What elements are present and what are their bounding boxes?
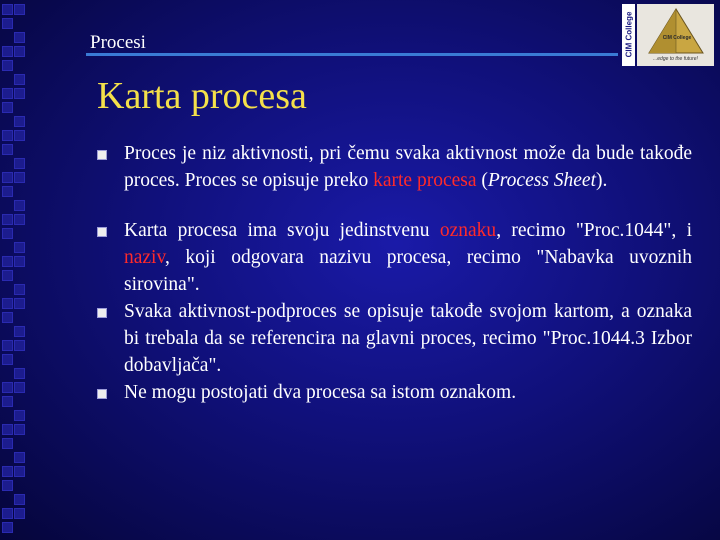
decorative-square <box>2 270 13 281</box>
decorative-square <box>2 88 13 99</box>
decorative-square <box>14 284 25 295</box>
bullet-text: Karta procesa ima svoju jedinstvenu <box>124 220 440 241</box>
highlight-term: karte procesa <box>373 170 477 191</box>
highlight-term: naziv <box>124 247 165 268</box>
logo-side-text: CIM College <box>624 11 634 58</box>
decorative-square <box>2 466 13 477</box>
logo-side-banner <box>622 4 635 66</box>
bullet-square-icon <box>97 308 107 318</box>
bullet-square-icon <box>97 227 107 237</box>
decorative-square <box>2 508 13 519</box>
decorative-square <box>2 46 13 57</box>
section-label: Procesi <box>90 32 146 53</box>
decorative-square <box>2 354 13 365</box>
bullet-list <box>96 140 692 406</box>
bullet-text: ( <box>476 170 488 191</box>
bullet-text: Ne mogu postojati dva procesa sa istom oznakom. <box>124 382 517 403</box>
decorative-square <box>14 130 25 141</box>
decorative-square <box>2 228 13 239</box>
decorative-square <box>14 172 25 183</box>
decorative-square <box>14 116 25 127</box>
decorative-square <box>2 214 13 225</box>
decorative-square-strip <box>0 0 26 540</box>
bullet-text: Proces je niz aktivnosti, pri čemu svaka aktivnost može da bude takođe proces. Proces se opisuje preko <box>124 143 692 191</box>
decorative-square <box>14 88 25 99</box>
decorative-square <box>14 32 25 43</box>
logo-emblem <box>637 4 714 66</box>
decorative-square <box>2 522 13 533</box>
decorative-square <box>14 340 25 351</box>
decorative-square <box>2 144 13 155</box>
highlight-term: oznaku <box>439 220 497 241</box>
decorative-square <box>14 46 25 57</box>
bullet-text: , koji odgovara nazivu procesa, recimo "Nabavka uvoznih sirovina". <box>124 247 692 295</box>
decorative-square <box>14 158 25 169</box>
decorative-square <box>2 480 13 491</box>
decorative-square <box>2 102 13 113</box>
decorative-square <box>14 368 25 379</box>
decorative-square <box>2 424 13 435</box>
slide-title: Karta procesa <box>97 75 307 117</box>
decorative-square <box>14 256 25 267</box>
decorative-square <box>14 466 25 477</box>
decorative-square <box>14 74 25 85</box>
decorative-square <box>14 298 25 309</box>
decorative-square <box>2 312 13 323</box>
decorative-square <box>2 4 13 15</box>
pyramid-icon <box>645 7 707 55</box>
decorative-square <box>2 340 13 351</box>
decorative-square <box>2 172 13 183</box>
decorative-square <box>14 508 25 519</box>
college-logo <box>622 4 714 66</box>
decorative-square <box>2 438 13 449</box>
decorative-square <box>2 382 13 393</box>
bullet-item <box>96 217 692 298</box>
decorative-square <box>14 424 25 435</box>
bullet-item <box>96 140 692 194</box>
decorative-square <box>2 396 13 407</box>
decorative-square <box>14 494 25 505</box>
decorative-square <box>2 186 13 197</box>
decorative-square <box>2 256 13 267</box>
italic-term: Process Sheet <box>487 170 597 191</box>
decorative-square <box>2 130 13 141</box>
decorative-square <box>14 214 25 225</box>
bullet-text: , recimo "Proc.1044", i <box>496 220 692 241</box>
decorative-square <box>2 60 13 71</box>
decorative-square <box>14 200 25 211</box>
decorative-square <box>2 298 13 309</box>
decorative-square <box>14 242 25 253</box>
decorative-square <box>14 382 25 393</box>
bullet-item <box>96 379 692 406</box>
bullet-text: ). <box>596 170 608 191</box>
header-divider <box>86 53 618 56</box>
decorative-square <box>2 18 13 29</box>
logo-tagline: ...edge to the future! <box>653 56 698 62</box>
bullet-square-icon <box>97 150 107 160</box>
logo-center-text: CIM College <box>662 35 692 41</box>
decorative-square <box>14 4 25 15</box>
decorative-square <box>14 326 25 337</box>
bullet-item <box>96 298 692 379</box>
decorative-square <box>14 410 25 421</box>
bullet-text: Svaka aktivnost-podproces se opisuje takođe svojom kartom, a oznaka bi trebala da se referencira na glavni proces, recimo "Proc.1044.3 Izbor dobavljača". <box>124 301 692 376</box>
bullet-square-icon <box>97 389 107 399</box>
decorative-square <box>14 452 25 463</box>
